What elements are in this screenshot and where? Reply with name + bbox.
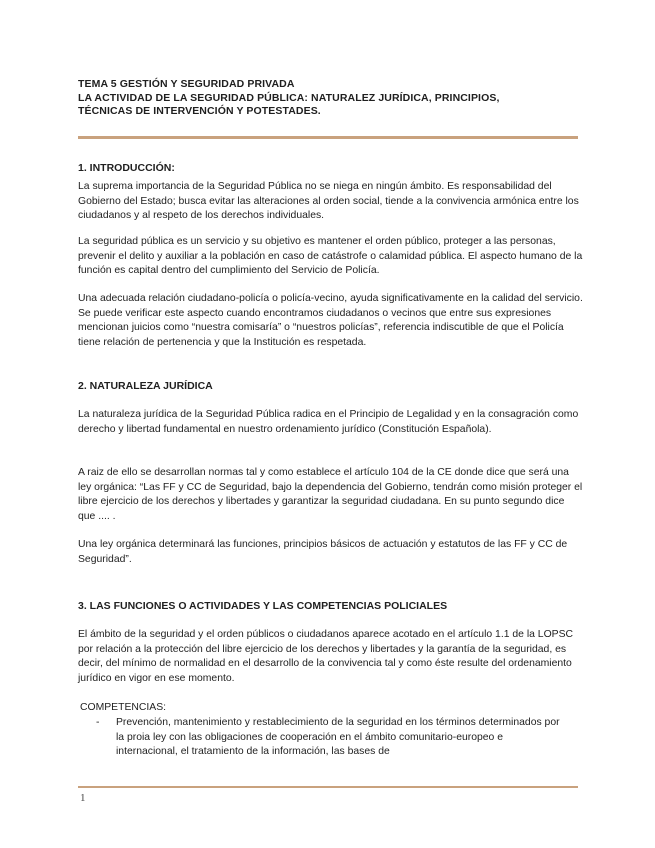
competencias-bullet-1: Prevención, mantenimiento y restablecimiento de la seguridad en los términos determinados por la proia ley con las obligaciones de cooperación en el ámbito comunitario-europeo e internacional, el tratamiento de la información, las bases de [116, 717, 560, 758]
section-2-paragraph-2: A raiz de ello se desarrollan normas tal y como establece el artículo 104 de la CE donde dice que será una ley orgánica: “Las FF y CC de Seguridad, bajo la dependencia del Gobierno, tendrán como misión proteger el libre ejercicio de los derechos y libertades y garantizar la seguridad ciudadana. En su punto segundo dice que .... . [78, 467, 583, 522]
section-2-paragraph-3: Una ley orgánica determinará las funciones, principios básicos de actuación y estatutos de las FF y CC de Seguridad”. [78, 539, 568, 565]
title-line-3: TÉCNICAS DE INTERVENCIÓN Y POTESTADES. [78, 105, 321, 117]
section-1-heading: 1. INTRODUCCIÓN: [78, 162, 175, 174]
title-line-1: TEMA 5 GESTIÓN Y SEGURIDAD PRIVADA [78, 78, 295, 90]
competencias-label: COMPETENCIAS: [80, 702, 167, 713]
section-1-paragraph-2: La seguridad pública es un servicio y su objetivo es mantener el orden público, proteger a las personas, prevenir el delito y auxiliar a la población en caso de catástrofe o calamidad pública. El aspecto humano de la función es capital dentro del cumplimiento del Servicio de Policía. [78, 236, 583, 277]
document-title [78, 78, 578, 119]
section-3-heading: 3. LAS FUNCIONES O ACTIVIDADES Y LAS COMPETENCIAS POLICIALES [78, 600, 448, 612]
section-1-paragraph-3: Una adecuada relación ciudadano-policía o policía-vecino, ayuda significativamente en la calidad del servicio. Se puede verificar este aspecto cuando encontramos ciudadanos o vecinos que entre sus expresiones mencionan juicios como “nuestra comisaría” o “nuestros policías”, referencia indiscutible de que el Policía tiene relación de pertenencia y que la Institución es respetada. [78, 293, 583, 348]
section-3-paragraph-1: El ámbito de la seguridad y el orden públicos o ciudadanos aparece acotado en el artículo 1.1 de la LOPSC por relación a la protección del libre ejercicio de los derechos y libertades y la garantía de la seguridad, es decir, del mínimo de normalidad en el desarrollo de la convivencia tal y como éste resulte del ordenamiento jurídico en vigor en ese momento. [78, 629, 574, 684]
bullet-dash: - [96, 717, 100, 728]
footer-divider [78, 786, 578, 788]
section-1-paragraph-1: La suprema importancia de la Seguridad Pública no se niega en ningún ámbito. Es responsabilidad del Gobierno del Estado; busca evitar las alteraciones al orden social, tiende a la convivencia armónica entre los ciudadanos y al respeto de los derechos individuales. [78, 181, 579, 222]
title-line-2: LA ACTIVIDAD DE LA SEGURIDAD PÚBLICA: NATURALEZ JURÍDICA, PRINCIPIOS, [78, 91, 500, 104]
page-number: 1 [80, 792, 86, 804]
header-divider [78, 136, 578, 139]
section-2-heading: 2. NATURALEZA JURÍDICA [78, 380, 213, 392]
section-2-paragraph-1: La naturaleza jurídica de la Seguridad Pública radica en el Principio de Legalidad y en la consagración como derecho y libertad fundamental en nuestro ordenamiento jurídico (Constitución Española). [78, 409, 579, 435]
